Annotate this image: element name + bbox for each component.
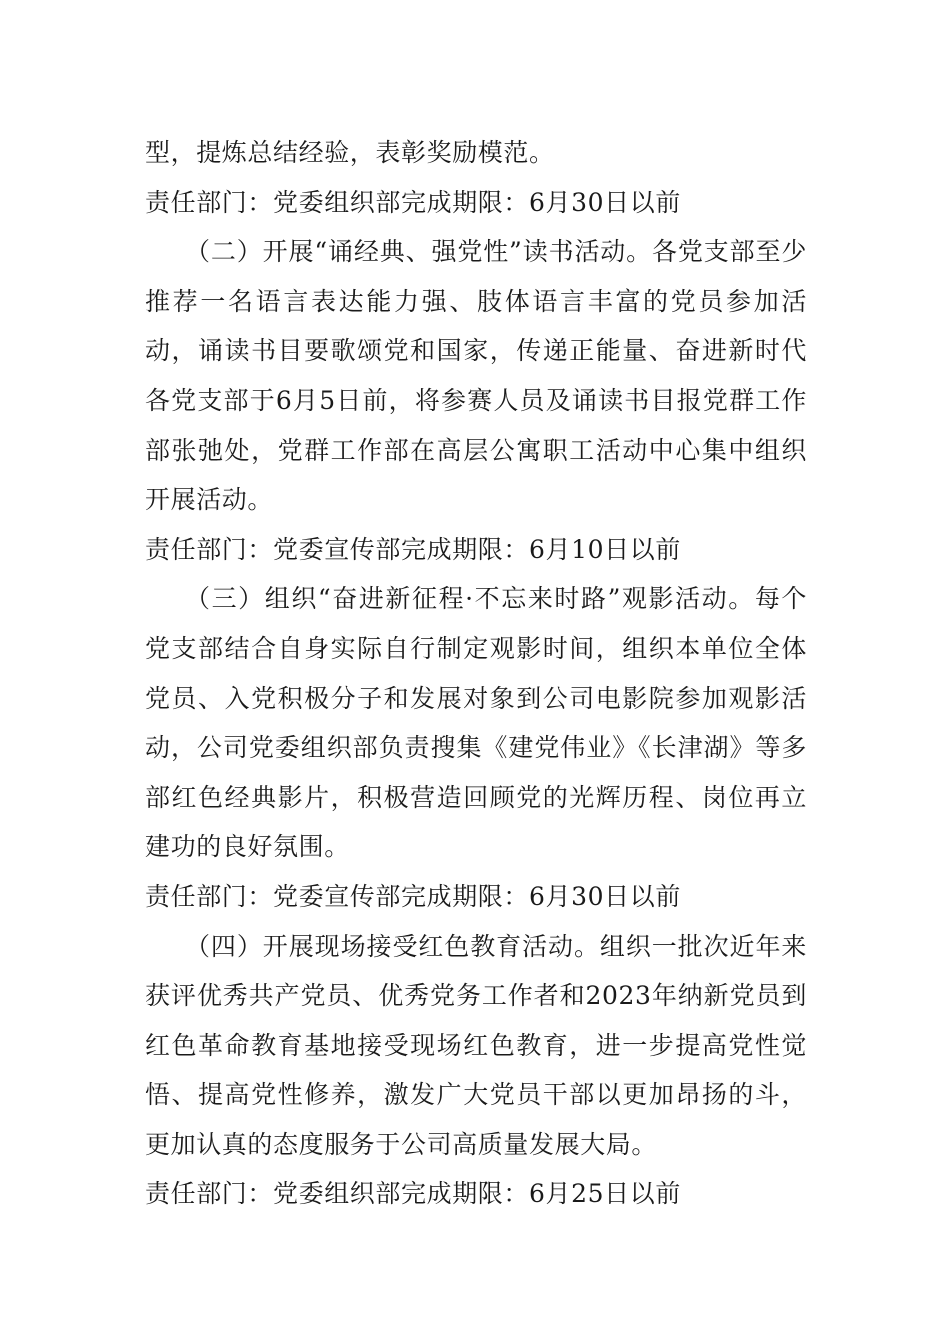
- section-paragraph-3: （三）组织“奋进新征程·不忘来时路”观影活动。每个党支部结合自身实际自行制定观影时间，组织本单位全体党员、入党积极分子和发展对象到公司电影院参加观影活动，公司党委组织部负责搜集《建党伟业》《长津湖》等多部红色经典影片，积极营造回顾党的光辉历程、岗位再立建功的良好氛围。: [145, 584, 807, 862]
- document-body: [145, 128, 807, 1219]
- responsibility-line: 责任部门：党委组织部完成期限：6月25日以前: [145, 1179, 681, 1209]
- body-paragraph-continuation: 型，提炼总结经验，表彰奖励模范。: [145, 138, 555, 167]
- responsibility-line: 责任部门：党委组织部完成期限：6月30日以前: [145, 187, 681, 217]
- responsibility-line: 责任部门：党委宣传部完成期限：6月10日以前: [145, 534, 681, 564]
- section-paragraph-4: （四）开展现场接受红色教育活动。组织一批次近年来获评优秀共产党员、优秀党务工作者和2023年纳新党员到红色革命教育基地接受现场红色教育，进一步提高党性觉悟、提高党性修养，激发广大党员干部以更加昂扬的斗，更加认真的态度服务于公司高质量发展大局。: [145, 931, 807, 1159]
- section-paragraph-2: （二）开展“诵经典、强党性”读书活动。各党支部至少推荐一名语言表达能力强、肢体语言丰富的党员参加活动，诵读书目要歌颂党和国家，传递正能量、奋进新时代各党支部于6月5日前，将参赛人员及诵读书目报党群工作部张弛处，党群工作部在高层公寓职工活动中心集中组织开展活动。: [145, 237, 807, 515]
- responsibility-line: 责任部门：党委宣传部完成期限：6月30日以前: [145, 881, 681, 911]
